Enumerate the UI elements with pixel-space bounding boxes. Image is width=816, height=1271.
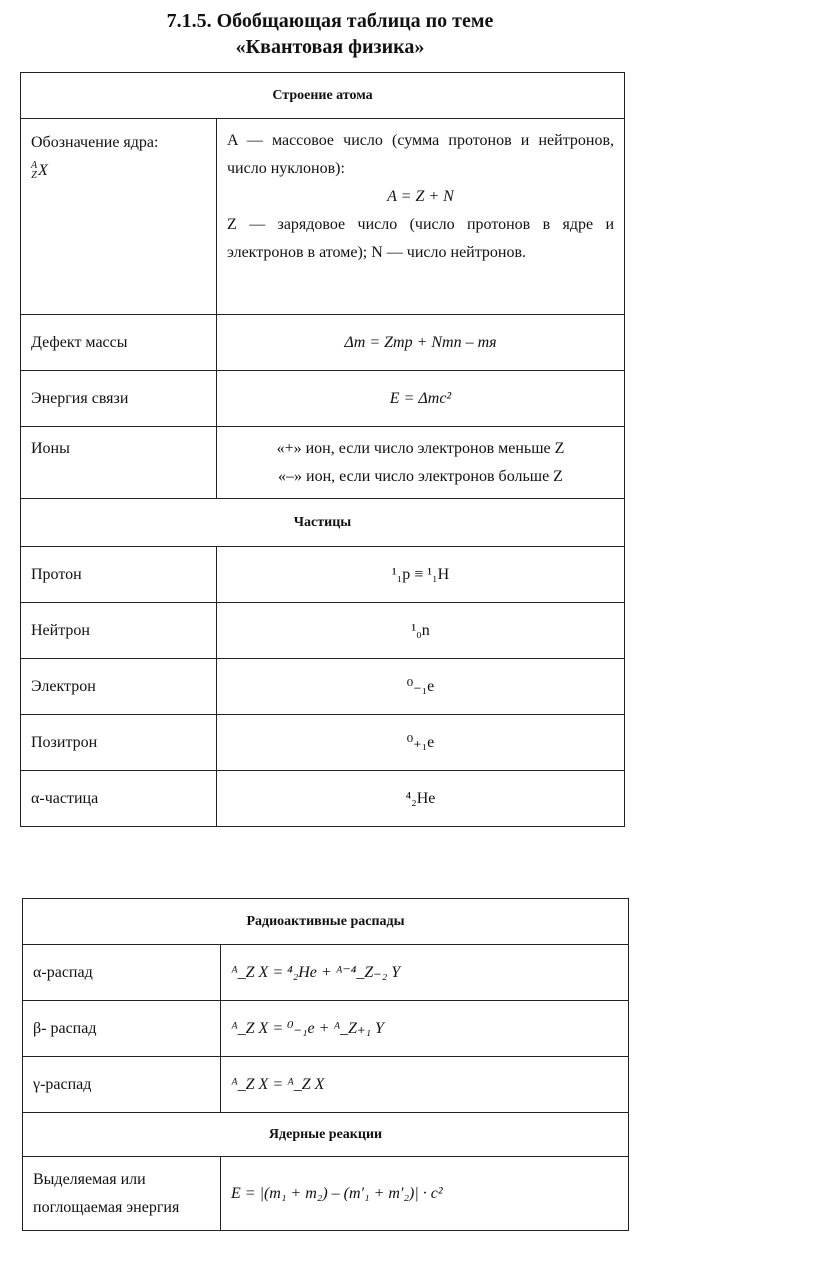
mass-number-text: A — массовое число (сумма протонов и нейтронов, число нуклонов): (227, 132, 615, 177)
title-line-2: «Квантовая физика» (235, 36, 425, 58)
ion-plus-text: «+» ион, если число электронов меньше Z (276, 439, 565, 457)
section-atom-structure: Строение атома (21, 73, 625, 119)
section-particles: Частицы (21, 499, 625, 547)
page-title (0, 8, 660, 60)
charge-number-text: Z — зарядовое число (число протонов в ядре и электронов в атоме); N — число нейтронов. (227, 216, 615, 261)
quantum-physics-table (20, 72, 625, 827)
gamma-decay-label: γ-распад (23, 1057, 221, 1113)
section-radioactive-decays: Радиоактивные распады (23, 899, 629, 945)
ion-minus-text: «–» ион, если число электронов больше Z (278, 467, 563, 485)
released-energy-label: Выделяемая или поглощаемая энергия (23, 1157, 221, 1231)
alpha-decay-formula: ᴬ_Z X = ⁴₂He + ᴬ⁻⁴_Z₋₂ Y (221, 945, 629, 1001)
nucleus-description-cell (217, 119, 625, 315)
gamma-decay-formula: ᴬ_Z X = ᴬ_Z X (221, 1057, 629, 1113)
released-energy-formula: E = |(m₁ + m₂) – (m′₁ + m′₂)| · c² (221, 1157, 629, 1231)
binding-energy-formula: E = Δmc² (217, 371, 625, 427)
mass-number-formula: A = Z + N (387, 188, 454, 205)
section-nuclear-reactions: Ядерные реакции (23, 1113, 629, 1157)
electron-label: Электрон (21, 659, 217, 715)
alpha-particle-label: α-частица (21, 771, 217, 827)
nucleus-symbol: A Z X (31, 160, 48, 182)
positron-label: Позитрон (21, 715, 217, 771)
nucleus-notation-label: Обозначение ядра: (31, 134, 159, 151)
ions-description (217, 427, 625, 499)
mass-defect-label: Дефект массы (21, 315, 217, 371)
title-line-1: 7.1.5. Обобщающая таблица по теме (166, 10, 494, 32)
beta-decay-formula: ᴬ_Z X = ⁰₋₁e + ᴬ_Z₊₁ Y (221, 1001, 629, 1057)
binding-energy-label: Энергия связи (21, 371, 217, 427)
ions-label: Ионы (21, 427, 217, 499)
proton-formula: ¹₁p ≡ ¹₁H (217, 547, 625, 603)
electron-formula: ⁰₋₁e (217, 659, 625, 715)
positron-formula: ⁰₊₁e (217, 715, 625, 771)
neutron-formula: ¹₀n (217, 603, 625, 659)
decays-reactions-table (22, 898, 629, 1231)
mass-defect-formula: Δm = Zmp + Nmn – mя (217, 315, 625, 371)
neutron-label: Нейтрон (21, 603, 217, 659)
alpha-decay-label: α-распад (23, 945, 221, 1001)
beta-decay-label: β- распад (23, 1001, 221, 1057)
nucleus-notation-cell (21, 119, 217, 315)
alpha-particle-formula: ⁴₂He (217, 771, 625, 827)
proton-label: Протон (21, 547, 217, 603)
